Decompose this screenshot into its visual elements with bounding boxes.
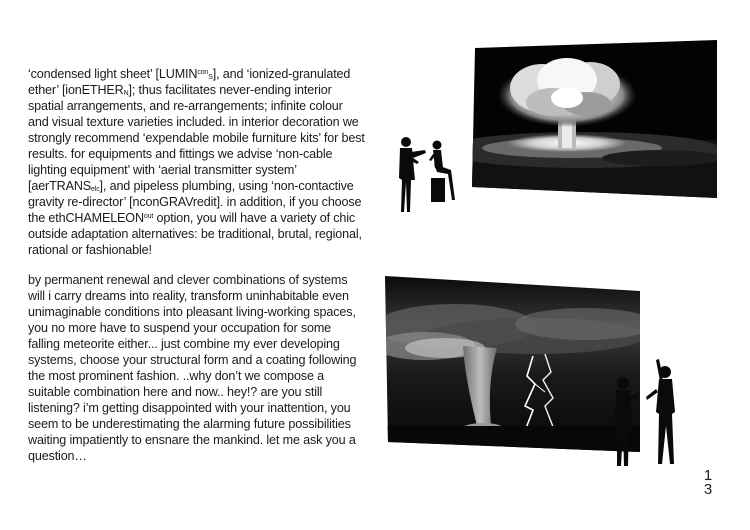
superscript: out bbox=[143, 213, 154, 220]
page-number-digit: 1 bbox=[703, 467, 713, 484]
subscript: elc bbox=[91, 186, 100, 193]
subscript: S bbox=[208, 74, 213, 81]
text-run: ], and pipeless plumbing, using ‘non-contactive gravity re-director’ [nconGRAVredit]. in addition, if you choose the ethCHAMELEON bbox=[28, 179, 362, 225]
mushroom-cloud-photo bbox=[472, 40, 720, 200]
text-run: ‘condensed light sheet’ [LUMIN bbox=[28, 67, 198, 81]
body-paragraph-1 bbox=[28, 66, 366, 258]
silhouette-figures-top bbox=[393, 134, 473, 216]
text-run: option, you will have a variety of chic outside adaptation alternatives: be traditional, brutal, regional, rational or fashionable! bbox=[28, 211, 362, 257]
body-paragraph-2: by permanent renewal and clever combinations of systems will i carry dreams into reality, transform uninhabitable even unimaginable conditions into pleasant living-working spaces, you no more have to suspend your occupation for some falling meteorite either... just combine my ever developing systems, choose your structural form and a coating following the most prominent fashion. ..why don’t we compose a suitable combination here and now.. hey!? are you still listening? i’m getting disappointed with your inattention, you seem to be underestimating the alarming future possibilities waiting impatiently to ensnare the mankind. let me ask you a question… bbox=[28, 273, 357, 463]
subscript: N bbox=[123, 90, 129, 97]
superscript: con bbox=[197, 69, 209, 76]
text-run: ], and ‘ionized-granulated ether’ [ionETHER bbox=[28, 67, 351, 97]
page-number-digit: 3 bbox=[703, 481, 713, 498]
page-number bbox=[701, 469, 715, 497]
silhouette-figures-bottom bbox=[604, 356, 684, 476]
text-run: ]; thus facilitates never-ending interior spatial arrangements, and re-arrangements; infinite colour and visual texture varieties included. in interior decoration we strongly recommend ‘expendable mobile furniture kits’ for best results. for equipments and fittings we advise ‘non-cable lighting equipment’ with ‘aerial transmitter system’ [aerTRANS bbox=[28, 83, 365, 193]
